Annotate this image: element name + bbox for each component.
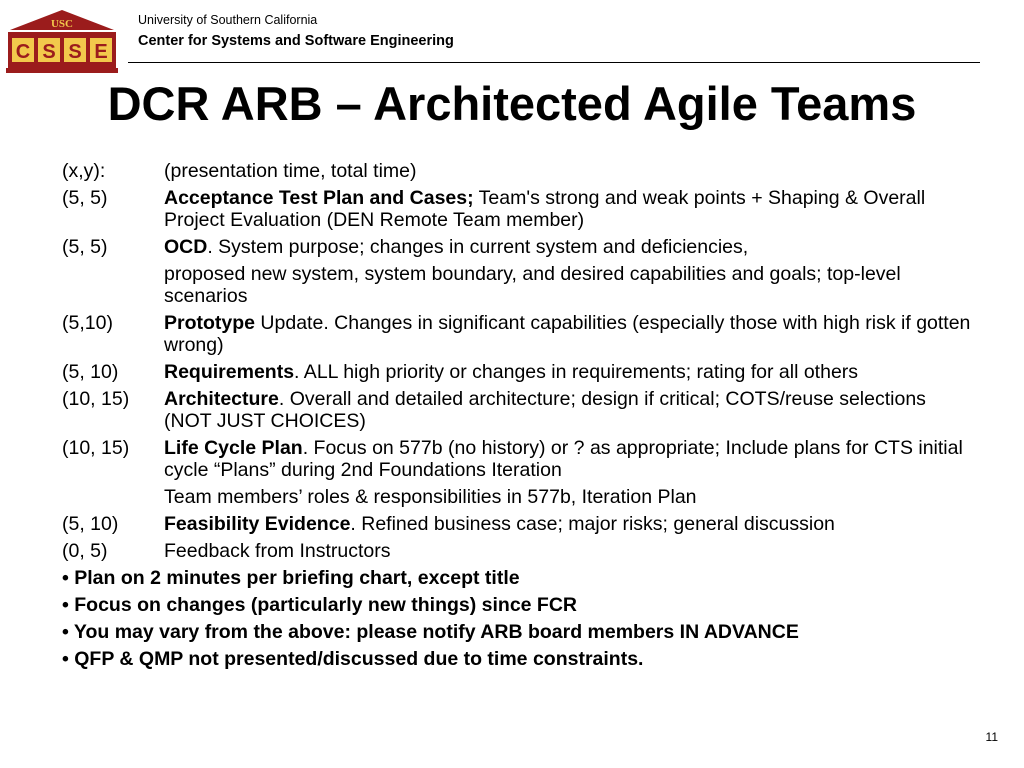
- logo-letter-e: E: [94, 41, 108, 63]
- deliverable-detail: . ALL high priority or changes in requirements; rating for all others: [294, 361, 859, 383]
- schedule-row: [62, 437, 972, 481]
- schedule-row: [62, 513, 972, 535]
- university-name: University of Southern California: [138, 13, 318, 27]
- csse-logo: [6, 8, 118, 74]
- row-description: [164, 312, 972, 356]
- bullet-symbol: •: [62, 594, 69, 616]
- row-description: [164, 540, 972, 562]
- time-allocation: [62, 263, 164, 307]
- row-description: [164, 513, 972, 535]
- header-divider: [128, 62, 980, 63]
- deliverable-name: Life Cycle Plan: [164, 437, 303, 459]
- logo-letter-c: C: [15, 41, 31, 63]
- schedule-row: [62, 263, 972, 307]
- schedule-row: [62, 187, 972, 231]
- time-allocation: (5, 10): [62, 361, 119, 383]
- time-allocation: (x,y):: [62, 160, 106, 182]
- time-allocation: (0, 5): [62, 540, 108, 562]
- note-bullet: [62, 594, 972, 616]
- time-allocation: [62, 486, 164, 508]
- row-description: [164, 187, 972, 231]
- bullet-list: [62, 567, 972, 670]
- schedule-row: [62, 540, 972, 562]
- deliverable-name: Acceptance Test Plan and Cases;: [164, 187, 474, 209]
- schedule-row: [62, 160, 972, 182]
- note-bullet: [62, 648, 972, 670]
- note-text: Plan on 2 minutes per briefing chart, except title: [74, 567, 520, 589]
- row-description: [164, 486, 972, 508]
- note-bullet: [62, 567, 972, 589]
- row-description: [164, 236, 972, 258]
- time-allocation: (5,10): [62, 312, 113, 334]
- row-description: [164, 437, 972, 481]
- logo-letter-s2: S: [68, 41, 82, 63]
- center-name: Center for Systems and Software Engineering: [138, 33, 454, 49]
- deliverable-detail: Update. Changes in significant capabilities (especially those with high risk if gotten wrong): [164, 312, 971, 356]
- time-allocation: (10, 15): [62, 388, 130, 410]
- schedule-row: [62, 361, 972, 383]
- deliverable-name: Prototype: [164, 312, 256, 334]
- time-allocation: (5, 5): [62, 236, 108, 258]
- deliverable-detail: . Refined business case; major risks; general discussion: [350, 513, 835, 535]
- deliverable-name: Architecture: [164, 388, 279, 410]
- note-text: Focus on changes (particularly new things) since FCR: [74, 594, 578, 616]
- row-description: [164, 263, 972, 307]
- deliverable-detail: Feedback from Instructors: [164, 540, 391, 562]
- deliverable-detail: . System purpose; changes in current system and deficiencies,: [207, 236, 749, 258]
- note-bullet: [62, 621, 972, 643]
- deliverable-name: Requirements: [164, 361, 295, 383]
- logo-base: [6, 68, 118, 73]
- deliverable-detail: . Focus on 577b (no history) or ? as appropriate; Include plans for CTS initial cycle “Plans” during 2nd Foundations Iteration: [164, 437, 963, 481]
- logo-usc-text: USC: [50, 18, 74, 30]
- deliverable-detail: Team members’ roles & responsibilities in 577b, Iteration Plan: [164, 486, 697, 508]
- bullet-symbol: •: [62, 621, 69, 643]
- schedule-row: [62, 312, 972, 356]
- schedule-list: [62, 160, 972, 562]
- deliverable-detail: (presentation time, total time): [164, 160, 417, 182]
- time-allocation: (10, 15): [62, 437, 130, 459]
- deliverable-detail: proposed new system, system boundary, and desired capabilities and goals; top-level scenarios: [164, 263, 901, 307]
- note-text: QFP & QMP not presented/discussed due to time constraints.: [74, 648, 644, 670]
- row-description: [164, 388, 972, 432]
- time-allocation: (5, 5): [62, 187, 108, 209]
- deliverable-detail: . Overall and detailed architecture; design if critical; COTS/reuse selections (NOT JUST CHOICES): [164, 388, 926, 432]
- note-text: You may vary from the above: please notify ARB board members IN ADVANCE: [73, 621, 799, 643]
- deliverable-name: Feasibility Evidence: [164, 513, 351, 535]
- row-description: [164, 361, 972, 383]
- slide-content: [62, 160, 972, 670]
- page-number: 11: [985, 730, 998, 744]
- slide-title: DCR ARB – Architected Agile Teams: [107, 77, 917, 130]
- schedule-row: [62, 388, 972, 432]
- row-description: [164, 160, 972, 182]
- deliverable-detail: Team's strong and weak points + Shaping & Overall Project Evaluation (DEN Remote Team member): [164, 187, 926, 231]
- schedule-row: [62, 486, 972, 508]
- schedule-row: [62, 236, 972, 258]
- time-allocation: (5, 10): [62, 513, 119, 535]
- bullet-symbol: •: [62, 567, 69, 589]
- logo-letter-s1: S: [42, 41, 56, 63]
- bullet-symbol: •: [62, 648, 69, 670]
- deliverable-name: OCD: [164, 236, 208, 258]
